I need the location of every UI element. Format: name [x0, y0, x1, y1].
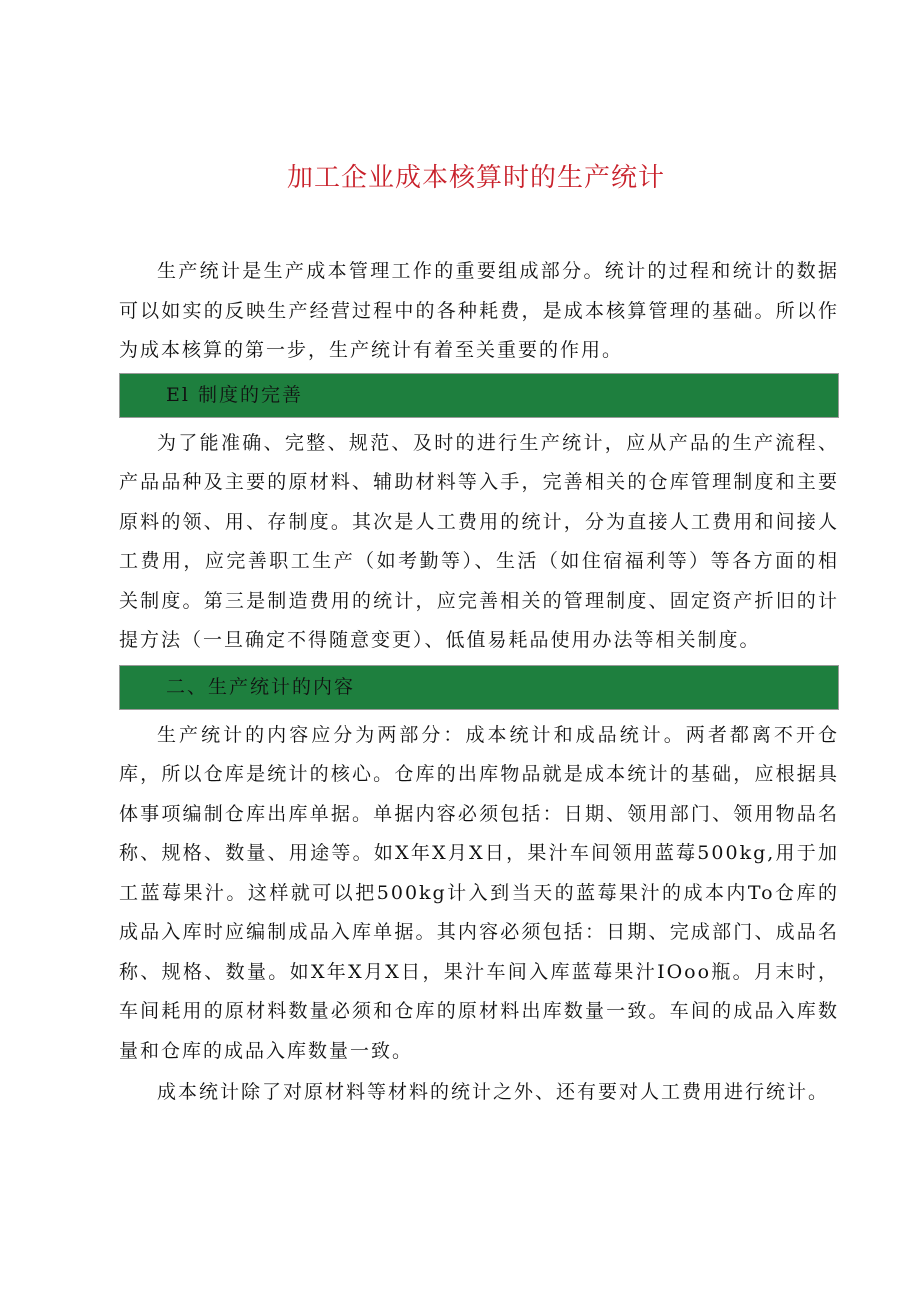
section-heading-1: El 制度的完善	[166, 383, 303, 406]
section-heading-2: 二、生产统计的内容	[166, 675, 356, 698]
section-heading-bar	[119, 373, 839, 418]
document-title: 加工企业成本核算时的生产统计	[286, 163, 665, 193]
section-2-paragraph-2: 成本统计除了对原材料等材料的统计之外、还有要对人工费用进行统计。	[157, 1081, 830, 1103]
section-2-paragraph: 生产统计的内容应分为两部分：成本统计和成品统计。两者都离不开仓库，所以仓库是统计的核心。仓库的出库物品就是成本统计的基础，应根据具体事项编制仓库出库单据。单据内容必须包括：日期、领用部门、领用物品名称、规格、数量、用途等。如X年X月X日，果汁车间领用蓝莓500kg,用于加工蓝莓果汁。这样就可以把500kg计入到当天的蓝莓果汁的成本内To仓库的成品入库时应编制成品入库单据。其内容必须包括：日期、完成部门、成品名称、规格、数量。如X年X月X日，果汁车间入库蓝莓果汁IOoo瓶。月末时，车间耗用的原材料数量必须和仓库的原材料出库数量一致。车间的成品入库数量和仓库的成品入库数量一致。	[119, 723, 839, 1062]
intro-paragraph: 生产统计是生产成本管理工作的重要组成部分。统计的过程和统计的数据可以如实的反映生产经营过程中的各种耗费，是成本核算管理的基础。所以作为成本核算的第一步，生产统计有着至关重要的作用。	[119, 260, 839, 361]
document-body	[119, 252, 839, 1113]
section-1-paragraph: 为了能准确、完整、规范、及时的进行生产统计，应从产品的生产流程、产品品种及主要的原材料、辅助材料等入手，完善相关的仓库管理制度和主要原料的领、用、存制度。其次是人工费用的统计，分为直接人工费用和间接人工费用，应完善职工生产（如考勤等）、生活（如住宿福利等）等各方面的相关制度。第三是制造费用的统计，应完善相关的管理制度、固定资产折旧的计提方法（一旦确定不得随意变更）、低值易耗品使用办法等相关制度。	[119, 431, 839, 651]
section-heading-bar	[119, 665, 839, 710]
